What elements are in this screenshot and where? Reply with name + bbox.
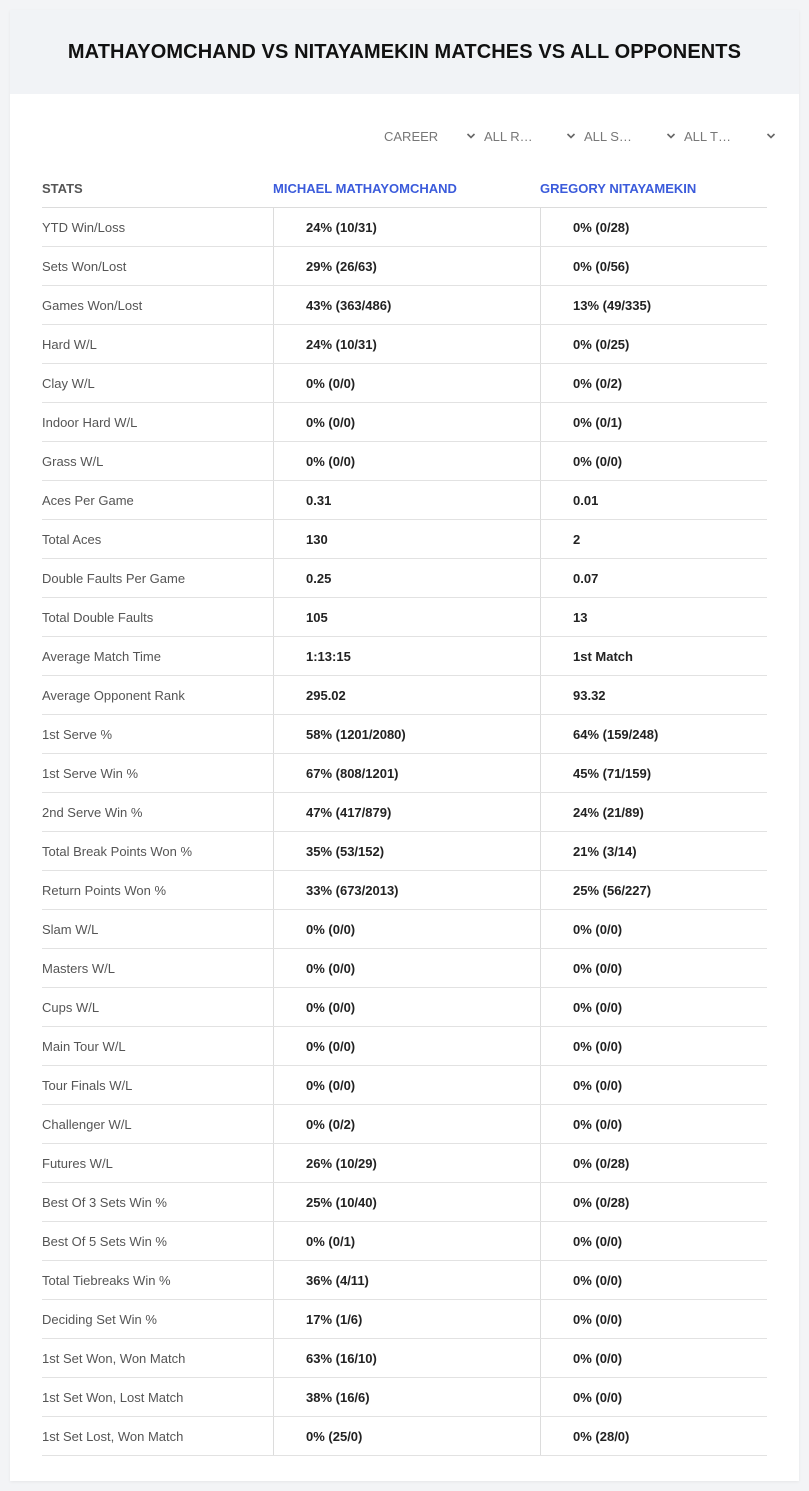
table-row [42,364,767,403]
table-row [42,481,767,520]
table-row [42,1183,767,1222]
stat-label: Tour Finals W/L [42,1077,133,1093]
player-b-value: 0% (0/0) [540,1066,767,1104]
stat-label: Total Tiebreaks Win % [42,1272,171,1288]
stat-label: Total Break Points Won % [42,843,193,859]
table-row [42,793,767,832]
player-a-value: 0% (0/0) [273,988,540,1026]
player-a-value: 0% (0/0) [273,949,540,987]
chevron-down-icon [666,131,676,141]
table-row [42,871,767,910]
stat-label: Slam W/L [42,921,99,937]
player-a-value: 47% (417/879) [273,793,540,831]
player-a-value: 105 [273,598,540,636]
table-row [42,1066,767,1105]
player-b-value: 0% (0/25) [540,325,767,363]
table-row [42,208,767,247]
stat-label: Hard W/L [42,336,97,352]
filter-label: ALL R… [484,128,533,144]
stat-label: Average Match Time [42,648,161,664]
stats-card [10,10,799,1481]
table-row [42,1105,767,1144]
table-row [42,1144,767,1183]
player-a-value: 0% (0/0) [273,442,540,480]
table-row [42,1027,767,1066]
player-b-value: 0% (0/0) [540,910,767,948]
player-a-value: 0% (0/0) [273,364,540,402]
chevron-down-icon [466,131,476,141]
table-header [42,170,767,208]
player-a-value: 24% (10/31) [273,325,540,363]
table-row [42,715,767,754]
player-a-value: 43% (363/486) [273,286,540,324]
stat-label: Total Double Faults [42,609,154,625]
stat-label: Grass W/L [42,453,104,469]
player-b-value: 0% (0/28) [540,208,767,246]
player-b-value: 0% (0/0) [540,1222,767,1260]
player-a-value: 0% (0/0) [273,1027,540,1065]
stat-label: Deciding Set Win % [42,1311,157,1327]
stat-label: Total Aces [42,531,102,547]
stat-label: Best Of 3 Sets Win % [42,1194,167,1210]
stat-label: Best Of 5 Sets Win % [42,1233,167,1249]
player-a-value: 35% (53/152) [273,832,540,870]
player-a-value: 38% (16/6) [273,1378,540,1416]
stat-label: Sets Won/Lost [42,258,127,274]
player-a-value: 17% (1/6) [273,1300,540,1338]
table-row [42,559,767,598]
player-a-value: 0% (0/1) [273,1222,540,1260]
player-a-value: 0% (25/0) [273,1417,540,1455]
filter-bar [380,124,780,148]
player-a-value: 67% (808/1201) [273,754,540,792]
player-b-link[interactable]: GREGORY NITAYAMEKIN [540,181,697,196]
player-b-value: 21% (3/14) [540,832,767,870]
filter-period-select[interactable] [380,124,480,148]
player-b-value: 64% (159/248) [540,715,767,753]
player-a-value: 0.31 [273,481,540,519]
player-a-value: 33% (673/2013) [273,871,540,909]
table-row [42,1261,767,1300]
player-b-value: 0% (0/56) [540,247,767,285]
table-row [42,442,767,481]
player-b-value: 0% (28/0) [540,1417,767,1455]
table-row [42,1222,767,1261]
player-a-value: 24% (10/31) [273,208,540,246]
stat-label: Cups W/L [42,999,100,1015]
filter-surface-select[interactable] [580,124,680,148]
table-row [42,1378,767,1417]
table-row [42,988,767,1027]
table-row [42,949,767,988]
player-a-value: 0.25 [273,559,540,597]
player-b-value: 0% (0/28) [540,1144,767,1182]
player-b-value: 1st Match [540,637,767,675]
player-b-value: 13 [540,598,767,636]
player-a-value: 295.02 [273,676,540,714]
player-a-value: 0% (0/0) [273,1066,540,1104]
card-header [10,10,799,94]
filter-tournament-select[interactable] [680,124,780,148]
stat-label: Average Opponent Rank [42,687,185,703]
player-a-value: 36% (4/11) [273,1261,540,1299]
stats-column-header: STATS [42,181,83,196]
table-row [42,910,767,949]
player-b-value: 0% (0/0) [540,1300,767,1338]
player-b-value: 0% (0/0) [540,1339,767,1377]
table-row [42,403,767,442]
player-a-value: 130 [273,520,540,558]
stat-label: 1st Serve % [42,726,113,742]
stat-label: Clay W/L [42,375,95,391]
table-row [42,676,767,715]
player-b-value: 0% (0/2) [540,364,767,402]
stat-label: Return Points Won % [42,882,167,898]
player-b-value: 24% (21/89) [540,793,767,831]
player-a-value: 0% (0/0) [273,403,540,441]
player-b-value: 0% (0/0) [540,442,767,480]
player-a-value: 0% (0/0) [273,910,540,948]
stat-label: Double Faults Per Game [42,570,186,586]
page-title: MATHAYOMCHAND VS NITAYAMEKIN MATCHES VS ALL OPPONENTS [67,40,742,63]
stat-label: Masters W/L [42,960,115,976]
filter-label: ALL S… [584,128,632,144]
player-b-value: 0.07 [540,559,767,597]
player-a-value: 58% (1201/2080) [273,715,540,753]
filter-round-select[interactable] [480,124,580,148]
player-b-value: 0% (0/0) [540,949,767,987]
player-b-value: 0.01 [540,481,767,519]
player-a-value: 0% (0/2) [273,1105,540,1143]
player-b-value: 2 [540,520,767,558]
player-b-value: 13% (49/335) [540,286,767,324]
stat-label: 1st Serve Win % [42,765,139,781]
stat-label: YTD Win/Loss [42,219,126,235]
stat-label: 1st Set Lost, Won Match [42,1428,184,1444]
table-row [42,286,767,325]
stat-label: Main Tour W/L [42,1038,126,1054]
table-row [42,832,767,871]
table-row [42,247,767,286]
stat-label: Indoor Hard W/L [42,414,138,430]
stat-label: 2nd Serve Win % [42,804,143,820]
chevron-down-icon [766,131,776,141]
player-a-value: 26% (10/29) [273,1144,540,1182]
table-row [42,754,767,793]
player-b-value: 0% (0/1) [540,403,767,441]
player-b-value: 0% (0/0) [540,1105,767,1143]
player-b-value: 93.32 [540,676,767,714]
player-a-link[interactable]: MICHAEL MATHAYOMCHAND [273,181,457,196]
stat-label: Futures W/L [42,1155,113,1171]
stat-label: 1st Set Won, Lost Match [42,1389,184,1405]
player-a-value: 63% (16/10) [273,1339,540,1377]
player-b-value: 0% (0/0) [540,1027,767,1065]
player-b-value: 25% (56/227) [540,871,767,909]
table-row [42,1417,767,1456]
stat-label: Games Won/Lost [42,297,143,313]
filter-label: CAREER [384,128,439,144]
player-b-value: 0% (0/0) [540,1378,767,1416]
table-row [42,1300,767,1339]
table-row [42,325,767,364]
stats-table [42,208,767,1456]
player-b-value: 45% (71/159) [540,754,767,792]
player-a-value: 1:13:15 [273,637,540,675]
stat-label: 1st Set Won, Won Match [42,1350,186,1366]
filter-label: ALL T… [684,128,731,144]
table-row [42,598,767,637]
chevron-down-icon [566,131,576,141]
stat-label: Aces Per Game [42,492,134,508]
player-b-value: 0% (0/0) [540,1261,767,1299]
table-row [42,1339,767,1378]
player-a-value: 25% (10/40) [273,1183,540,1221]
player-a-value: 29% (26/63) [273,247,540,285]
player-b-value: 0% (0/0) [540,988,767,1026]
stat-label: Challenger W/L [42,1116,132,1132]
table-row [42,520,767,559]
table-row [42,637,767,676]
player-b-value: 0% (0/28) [540,1183,767,1221]
